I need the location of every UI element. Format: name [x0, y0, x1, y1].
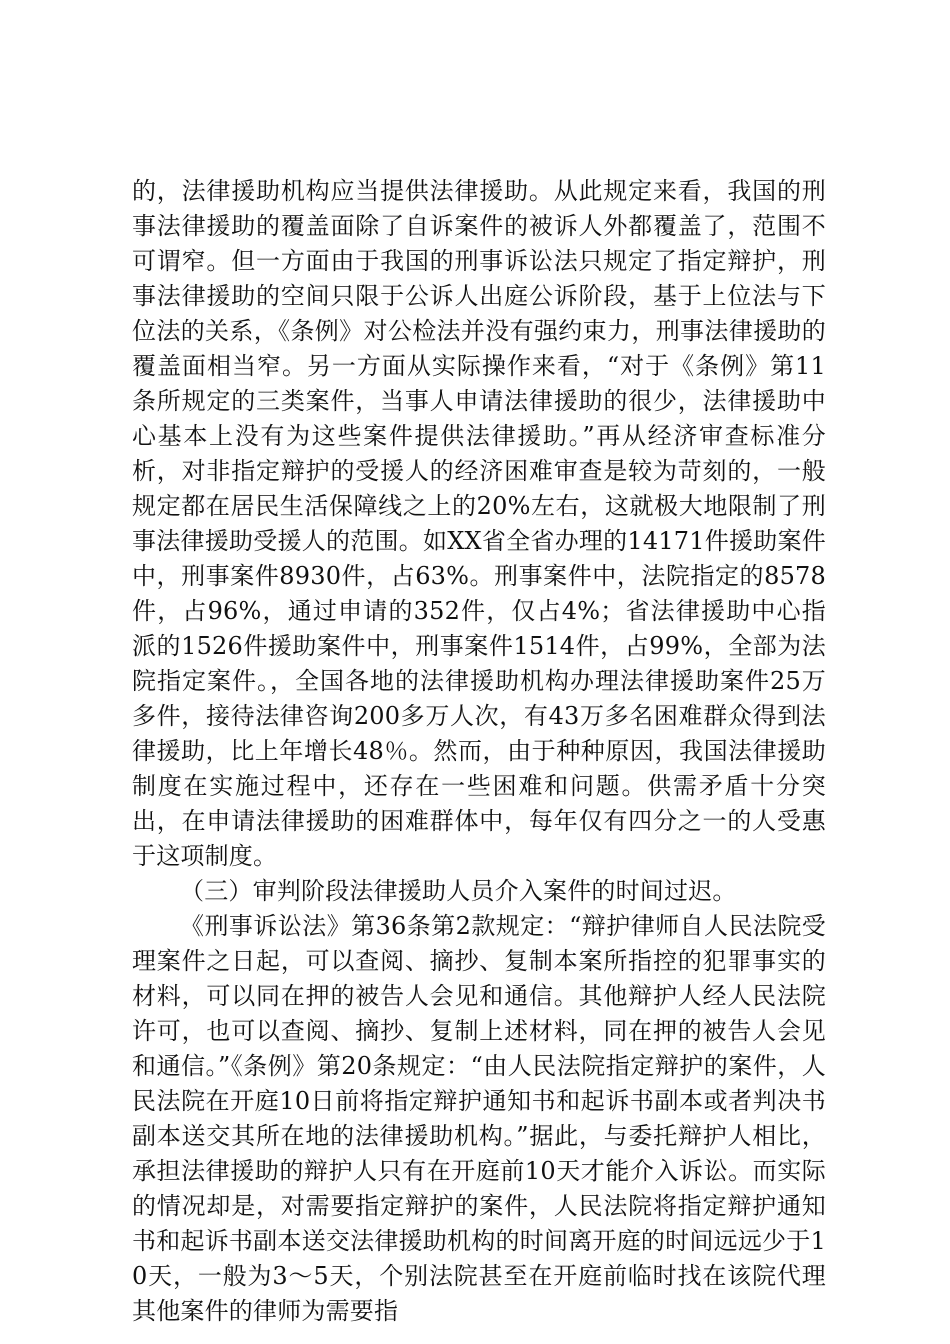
paragraph-legal-aid-coverage: 的，法律援助机构应当提供法律援助。从此规定来看，我国的刑事法律援助的覆盖面除了自诉案件的被诉人外都覆盖了，范围不可谓窄。但一方面由于我国的刑事诉讼法只规定了指定辩护，刑事法律援助的空间只限于公诉人出庭公诉阶段，基于上位法与下位法的关系，《条例》对公检法并没有强约束力，刑事法律援助的覆盖面相当窄。另一方面从实际操作来看，“对于《条例》第11条所规定的三类案件，当事人申请法律援助的很少，法律援助中心基本上没有为这些案件提供法律援助。”再从经济审查标准分析，对非指定辩护的受援人的经济困难审查是较为苛刻的，一般规定都在居民生活保障线之上的20%左右，这就极大地限制了刑事法律援助受援人的范围。如XX省全省办理的14171件援助案件中，刑事案件8930件，占63%。刑事案件中，法院指定的8578件，占96%，通过申请的352件，仅占4%；省法律援助中心指派的1526件援助案件中，刑事案件1514件，占99%，全部为法院指定案件。，全国各地的法律援助机构办理法律援助案件25万多件，接待法律咨询200多万人次，有43万多名困难群众得到法律援助，比上年增长48％。然而，由于种种原因，我国法律援助制度在实施过程中，还存在一些困难和问题。供需矛盾十分突出，在申请法律援助的困难群体中，每年仅有四分之一的人受惠于这项制度。 [132, 177, 826, 870]
document-page [132, 174, 826, 1329]
paragraph-criminal-procedure-law: 《刑事诉讼法》第36条第2款规定：“辩护律师自人民法院受理案件之日起，可以查阅、摘抄、复制本案所指控的犯罪事实的材料，可以同在押的被告人会见和通信。其他辩护人经人民法院许可，也可以查阅、摘抄、复制上述材料，同在押的被告人会见和通信。”《条例》第20条规定：“由人民法院指定辩护的案件，人民法院在开庭10日前将指定辩护通知书和起诉书副本或者判决书副本送交其所在地的法律援助机构。”据此，与委托辩护人相比，承担法律援助的辩护人只有在开庭前10天才能介入诉讼。而实际的情况却是，对需要指定辩护的案件，人民法院将指定辩护通知书和起诉书副本送交法律援助机构的时间离开庭的时间远远少于10天，一般为3～5天，个别法院甚至在开庭前临时找在该院代理其他案件的律师为需要指 [132, 912, 826, 1325]
section-heading-trial-stage: （三）审判阶段法律援助人员介入案件的时间过迟。 [180, 877, 737, 905]
